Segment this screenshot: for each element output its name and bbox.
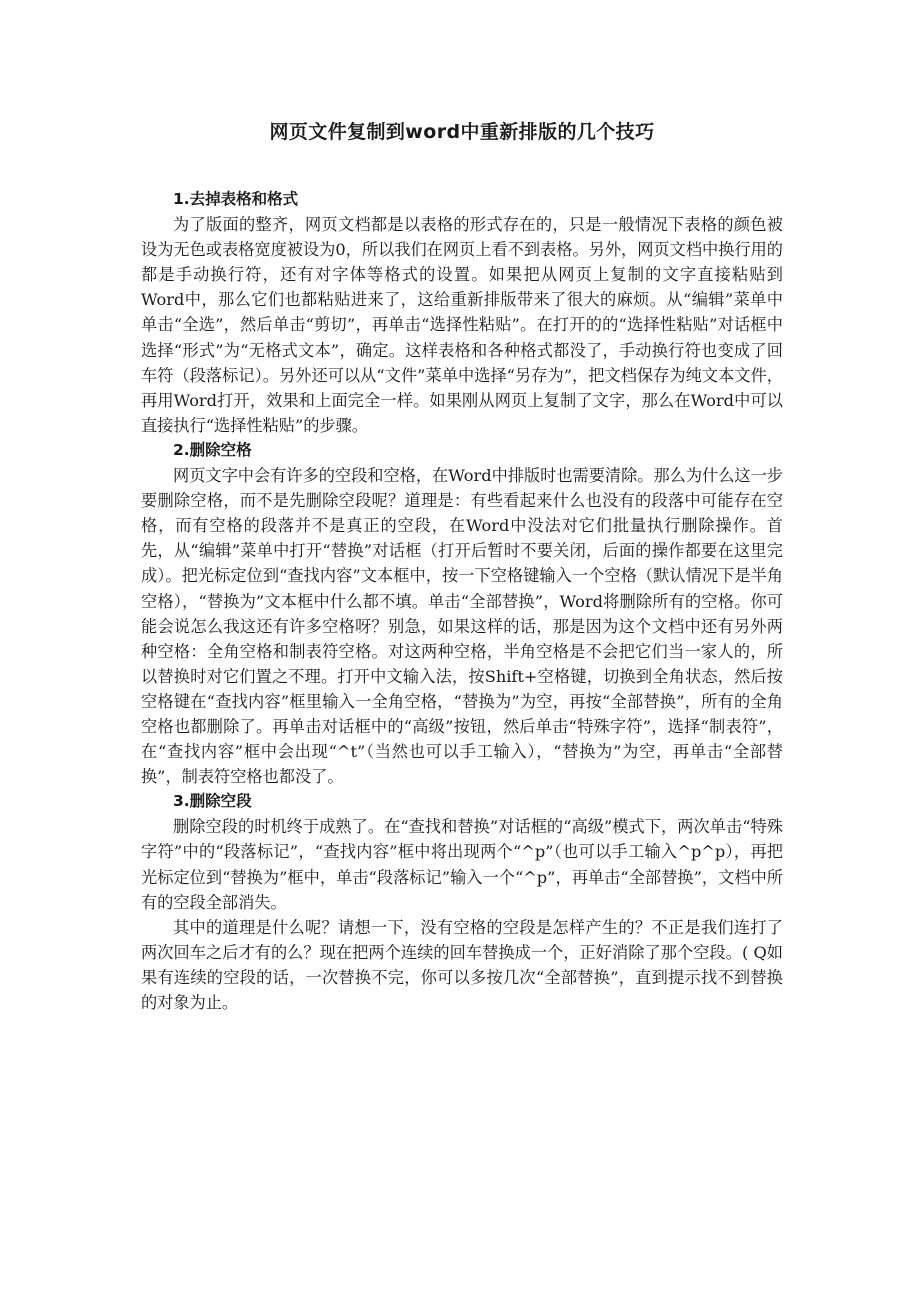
body-paragraph: 其中的道理是什么呢？请想一下，没有空格的空段是怎样产生的？不正是我们连打了两次回车之后才有的么？现在把两个连续的回车替换成一个，正好消除了那个空段。( Q如果有连续的空段的话，一次替换不完，你可以多按几次“全部替换”，直到提示找不到替换的对象为止。 xyxy=(141,917,783,1012)
section-heading: 2.删除空格 xyxy=(173,440,252,459)
section-heading: 1.去掉表格和格式 xyxy=(173,190,299,208)
section-heading: 3.删除空段 xyxy=(173,792,252,811)
document-page xyxy=(141,118,783,1015)
section-remove-empty-paragraphs xyxy=(141,789,783,1015)
section-remove-spaces xyxy=(141,438,783,789)
body-paragraph: 删除空段的时机终于成熟了。在“查找和替换”对话框的“高级”模式下，两次单击“特殊字符”中的“段落标记”，“查找内容”框中将出现两个“^p”（也可以手工输入^p^p），再把光标定位到“替换为”框中，单击“段落标记”输入一个“^p”，再单击“全部替换”，文档中所有的空段全部消失。 xyxy=(141,817,783,912)
section-remove-tables-and-formats xyxy=(141,187,783,438)
body-paragraph: 网页文字中会有许多的空段和空格，在Word中排版时也需要清除。那么为什么这一步要删除空格，而不是先删除空段呢？道理是：有些看起来什么也没有的段落中可能存在空格，而有空格的段落并不是真正的空段，在Word中没法对它们批量执行删除操作。首先，从“编辑”菜单中打开“替换”对话框（打开后暂时不要关闭，后面的操作都要在这里完成）。把光标定位到“查找内容”文本框中，按一下空格键输入一个空格（默认情况下是半角空格），“替换为”文本框中什么都不填。单击“全部替换”，Word将删除所有的空格。你可能会说怎么我这还有许多空格呀？别急，如果这样的话，那是因为这个文档中还有另外两种空格：全角空格和制表符空格。对这两种空格，半角空格是不会把它们当一家人的，所以替换时对它们置之不理。打开中文输入法，按Shift+空格键，切换到全角状态，然后按空格键在“查找内容”框里输入一全角空格，“替换为”为空，再按“全部替换”，所有的全角空格也都删除了。再单击对话框中的“高级”按钮，然后单击“特殊字符”，选择“制表符”，在“查找内容”框中会出现“^t”（当然也可以手工输入），“替换为”为空，再单击“全部替换”，制表符空格也都没了。 xyxy=(141,466,783,787)
document-title: 网页文件复制到word中重新排版的几个技巧 xyxy=(269,121,655,143)
body-paragraph: 为了版面的整齐，网页文档都是以表格的形式存在的，只是一般情况下表格的颜色被设为无色或表格宽度被设为0，所以我们在网页上看不到表格。另外，网页文档中换行用的都是手动换行符，还有对字体等格式的设置。如果把从网页上复制的文字直接粘贴到Word中，那么它们也都粘贴进来了，这给重新排版带来了很大的麻烦。从“编辑”菜单中单击“全选”，然后单击“剪切”，再单击“选择性粘贴”。在打开的的“选择性粘贴”对话框中选择“形式”为“无格式文本”，确定。这样表格和各种格式都没了，手动换行符也变成了回车符（段落标记）。另外还可以从“文件”菜单中选择“另存为”，把文档保存为纯文本文件，再用Word打开，效果和上面完全一样。如果刚从网页上复制了文字，那么在Word中可以直接执行“选择性粘贴”的步骤。 xyxy=(141,215,783,435)
